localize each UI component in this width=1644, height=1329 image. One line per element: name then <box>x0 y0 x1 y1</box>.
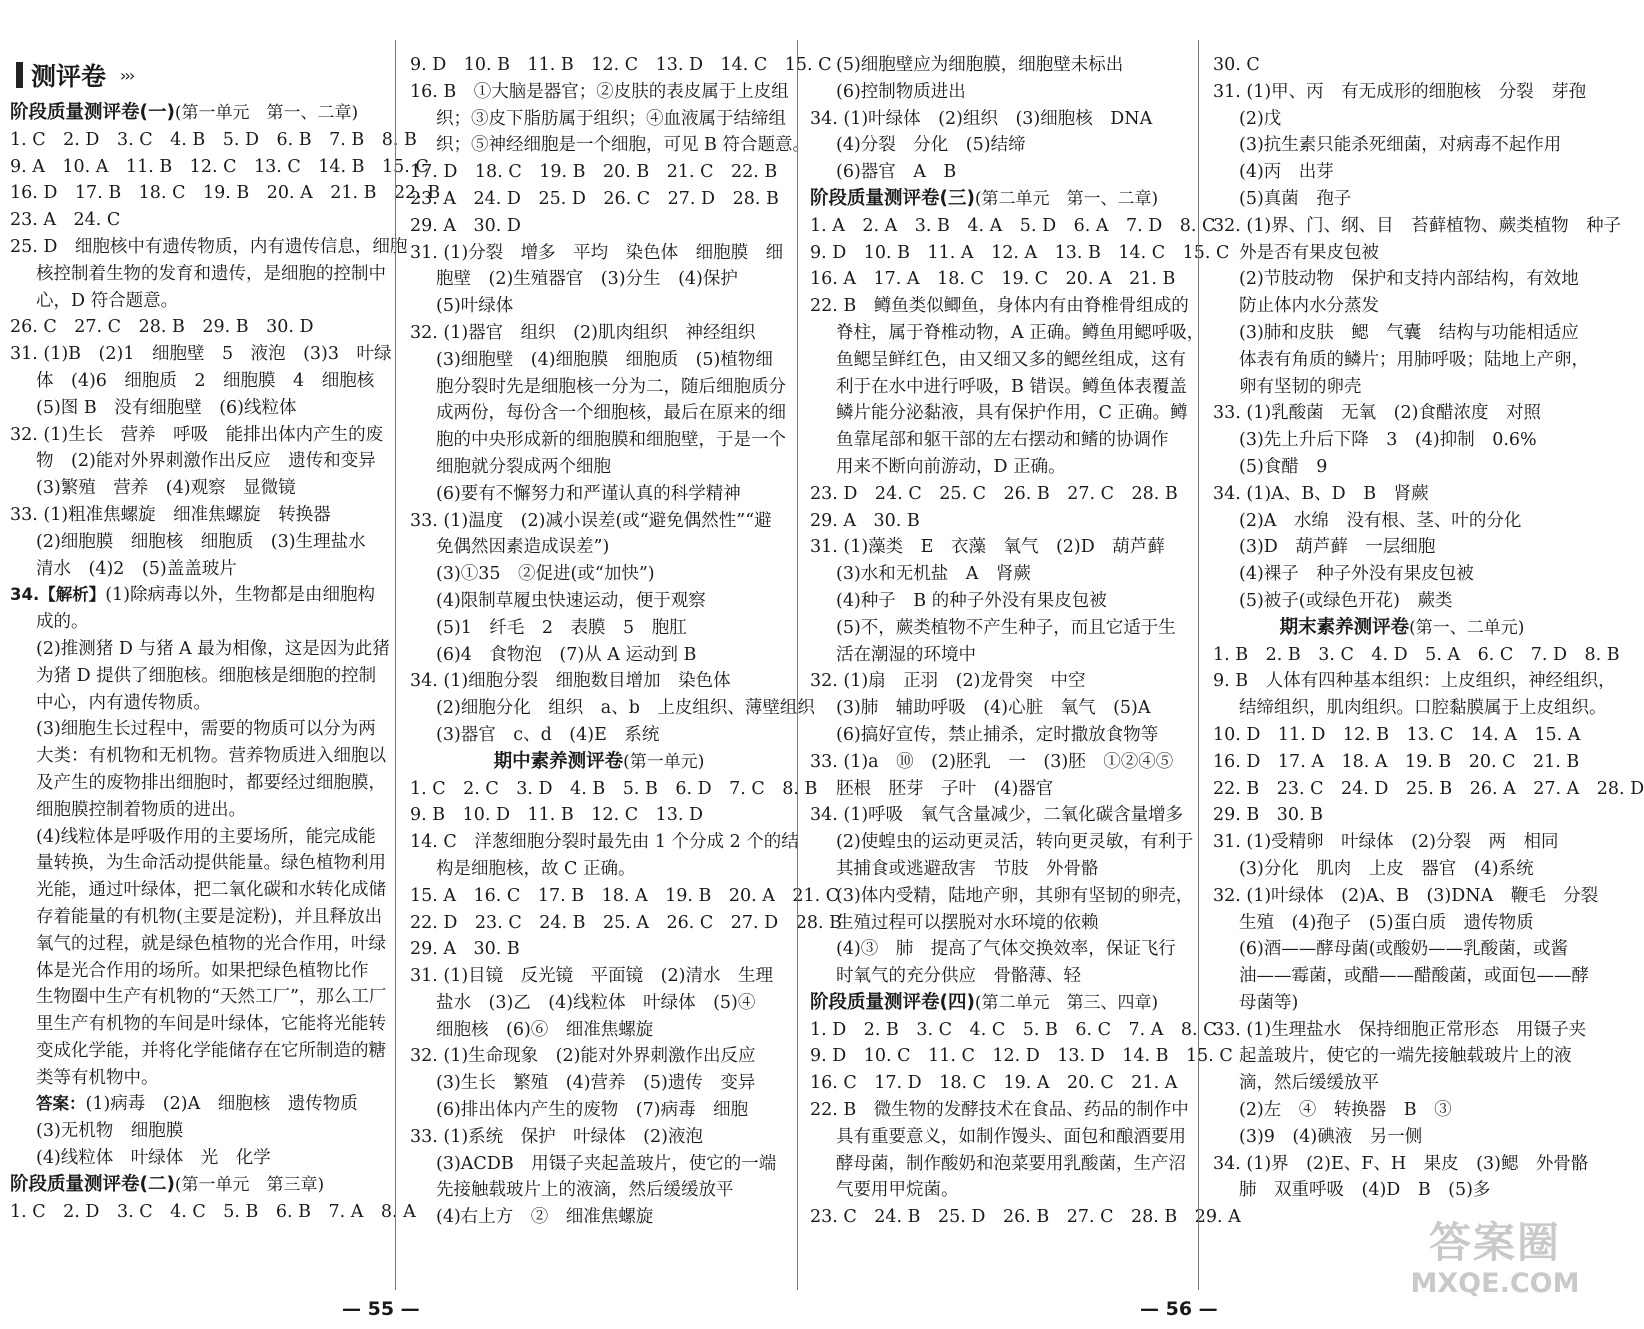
answer-line: (5)细胞壁应为细胞膜，细胞壁未标出 <box>836 55 1124 75</box>
answer-line: 时氧气的充分供应 骨骼薄、轻 <box>836 966 1081 987</box>
answer-line: 物 (2)能对外界刺激作出反应 遗传和变异 <box>36 451 376 472</box>
answer-line: 成的。 <box>36 612 89 633</box>
section-header <box>16 58 133 92</box>
answer-line: 33. (1)乳酸菌 无氧 (2)食醋浓度 对照 <box>1213 403 1541 424</box>
section-heading-title: 阶段质量测评卷(四) <box>810 991 975 1013</box>
answer-line: 23. A 24. C <box>10 210 121 231</box>
answer-line: 17. D 18. C 19. B 20. B 21. C 22. B <box>410 162 778 183</box>
answer-line: (3)繁殖 营养 (4)观察 显微镜 <box>36 478 296 499</box>
answer-line: (2)节肢动物 保护和支持内部结构，有效地 <box>1239 269 1579 290</box>
answer-line: 33. (1)温度 (2)减小误差(或“避免偶然性”“避 <box>410 510 772 531</box>
column-divider <box>395 40 396 1290</box>
answer-line: (3)①35 ②促进(或“加快”) <box>436 564 655 585</box>
answer-line: 光能，通过叶绿体，把二氧化碳和水转化成储 <box>36 880 386 901</box>
answer-line: 油——霉菌，或醋——醋酸菌，或面包——酵 <box>1239 966 1589 987</box>
answer-line: (2)戊 <box>1239 108 1282 129</box>
column-4 <box>1213 52 1644 1204</box>
answer-line: 1. D 2. B 3. C 4. C 5. B 6. C 7. A 8. C <box>810 1019 1217 1040</box>
answer-line: (3)肺 辅助呼吸 (4)心脏 氧气 (5)A <box>836 698 1151 719</box>
answer-line: 31. (1)目镜 反光镜 平面镜 (2)清水 生理 <box>410 966 773 987</box>
answer-line: 细胞就分裂成两个细胞 <box>436 456 611 477</box>
answer-line: 31. (1)B (2)1 细胞壁 5 液泡 (3)3 叶绿 <box>10 344 392 365</box>
answer-line: (4)③ 肺 提高了气体交换效率，保证飞行 <box>836 939 1176 960</box>
section-heading-scope: (第二单元 第三、四章) <box>974 992 1159 1013</box>
answer-line: (6)控制物质进出 <box>836 81 966 102</box>
answer-line: (3)D 葫芦藓 一层细胞 <box>1239 537 1436 558</box>
section-heading <box>10 1172 388 1199</box>
column-divider <box>1198 40 1199 1290</box>
answer-line: 1. B 2. B 3. C 4. D 5. A 6. C 7. D 8. B <box>1213 644 1620 665</box>
answer-line: 活在潮湿的环境中 <box>836 644 976 665</box>
answer-line: (5)图 B 没有细胞壁 (6)线粒体 <box>36 397 297 418</box>
answer-line: 23. D 24. C 25. C 26. B 27. C 28. B <box>810 483 1178 504</box>
answer-line: (6)4 食物泡 (7)从 A 运动到 B <box>436 644 697 665</box>
answer-line: 具有重要意义，如制作馒头、面包和酿酒要用 <box>836 1126 1186 1147</box>
answer-label: 答案： <box>36 1094 86 1114</box>
answer-line: (5)真菌 孢子 <box>1239 188 1352 209</box>
answer-line: 29. A 30. B <box>410 939 520 960</box>
watermark-site-text: MXQE.COM <box>1410 1268 1580 1299</box>
answer-line: 31. (1)甲、丙 有无成形的细胞核 分裂 芽孢 <box>1213 81 1587 102</box>
answer-line: 29. A 30. B <box>810 510 920 531</box>
answer-line: 气要用甲烷菌。 <box>836 1180 959 1201</box>
answer-line: (4)种子 B 的种子外没有果皮包被 <box>836 590 1107 611</box>
answer-line: (3)分化 肌肉 上皮 器官 (4)系统 <box>1239 858 1534 879</box>
answer-line: 1. C 2. D 3. C 4. C 5. B 6. B 7. A 8. A <box>10 1201 416 1222</box>
answer-line: 29. A 30. D <box>410 215 521 236</box>
answer-line: 其捕食或逃避敌害 节肢 外骨骼 <box>836 858 1099 879</box>
answer-line: 胚根 胚芽 子叶 (4)器官 <box>836 778 1054 799</box>
answer-line: 鳞片能分泌黏液，具有保护作用，C 正确。鳟 <box>836 403 1188 424</box>
answer-label: 34.【解析】 <box>10 585 106 605</box>
answer-line: 鱼鳃呈鲜红色，由又细又多的鳃丝组成，这有 <box>836 349 1186 370</box>
answer-line: 22. D 23. C 24. B 25. A 26. C 27. D 28. B <box>410 912 842 933</box>
answer-line: 9. B 10. D 11. B 12. C 13. D <box>410 805 704 826</box>
answer-line: 生殖过程可以摆脱对水环境的依赖 <box>836 912 1099 933</box>
answer-line: 变成化学能，并将化学能储存在它所制造的糖 <box>36 1040 386 1061</box>
answer-line: (4)线粒体是呼吸作用的主要场所，能完成能 <box>36 826 376 847</box>
answer-line: 用来不断向前游动，D 正确。 <box>836 456 1066 477</box>
answer-line: 利于在水中进行呼吸，B 错误。鳟鱼体表覆盖 <box>836 376 1187 397</box>
answer-line: (2)A 水绵 没有根、茎、叶的分化 <box>1239 510 1522 531</box>
page-number-right: — 56 — <box>1140 1298 1218 1320</box>
answer-line: 34. (1)A、B、D B 肾蕨 <box>1213 483 1429 504</box>
section-heading-scope: (第一单元 第三章) <box>174 1174 325 1195</box>
watermark-logo <box>1395 1218 1595 1322</box>
answer-line: 胞分裂时先是细胞核一分为二，随后细胞质分 <box>436 376 786 397</box>
answer-line: 32. (1)生命现象 (2)能对外界刺激作出反应 <box>410 1046 756 1067</box>
answer-line: 先接触载玻片上的液滴，然后缓缓放平 <box>436 1180 734 1201</box>
answer-line: (5)不，蕨类植物不产生种子，而且它适于生 <box>836 617 1176 638</box>
answer-line: 34. (1)界 (2)E、F、H 果皮 (3)鳃 外骨骼 <box>1213 1153 1589 1174</box>
answer-line: 织；③皮下脂肪属于组织；④血液属于结缔组 <box>436 108 786 129</box>
answer-line: (6)搞好宣传，禁止捕杀，定时撒放食物等 <box>836 724 1159 745</box>
answer-line: 33. (1)生理盐水 保持细胞正常形态 用镊子夹 <box>1213 1019 1587 1040</box>
section-heading-title: 阶段质量测评卷(一) <box>10 102 175 123</box>
answer-line: (4)右上方 ② 细准焦螺旋 <box>436 1207 654 1228</box>
answer-line: 大类：有机物和无机物。营养物质进入细胞以 <box>36 746 386 767</box>
answer-line: 32. (1)生长 营养 呼吸 能排出体内产生的废 <box>10 424 384 445</box>
answer-line: 15. A 16. C 17. B 18. A 19. B 20. A 21. C <box>410 885 840 906</box>
answer-line: (2)推测猪 D 与猪 A 最为相像，这是因为此猪 <box>36 638 390 659</box>
answer-line: (3)细胞生长过程中，需要的物质可以分为两 <box>36 719 376 740</box>
answer-line: 32. (1)界、门、纲、目 苔藓植物、蕨类植物 种子 <box>1213 215 1622 236</box>
answer-line: 生物圈中生产有机物的“天然工厂”，那么工厂 <box>36 987 387 1008</box>
answer-line: 31. (1)受精卵 叶绿体 (2)分裂 两 相同 <box>1213 832 1559 853</box>
answer-line: 织；⑤神经细胞是一个细胞，可见 B 符合题意。 <box>436 135 810 156</box>
answer-line: (4)裸子 种子外没有果皮包被 <box>1239 564 1474 585</box>
answer-line: (3)生长 繁殖 (4)营养 (5)遗传 变异 <box>436 1073 756 1094</box>
answer-line: 9. B 人体有四种基本组织：上皮组织，神经组织， <box>1213 671 1616 692</box>
answer-line: (5)食醋 9 <box>1239 456 1328 477</box>
answer-line: 脊柱，属于脊椎动物，A 正确。鳟鱼用鳃呼吸， <box>836 322 1205 343</box>
answer-text: (1)病毒 (2)A 细胞核 遗传物质 <box>85 1094 358 1115</box>
answer-line: 母菌等) <box>1239 992 1299 1013</box>
answer-line: (3)细胞壁 (4)细胞膜 细胞质 (5)植物细 <box>436 349 773 370</box>
column-divider <box>797 40 798 1290</box>
answer-line: 31. (1)藻类 E 衣藻 氧气 (2)D 葫芦藓 <box>810 537 1165 558</box>
answer-line: (3)肺和皮肤 鳃 气囊 结构与功能相适应 <box>1239 322 1579 343</box>
page-number-left: — 55 — <box>342 1298 420 1320</box>
answer-line: 32. (1)器官 组织 (2)肌肉组织 神经组织 <box>410 322 756 343</box>
answer-line: 33. (1)粗准焦螺旋 细准焦螺旋 转换器 <box>10 504 331 525</box>
answer-line: (2)左 ④ 转换器 B ③ <box>1239 1100 1452 1121</box>
answer-line: (4)丙 出芽 <box>1239 162 1334 183</box>
answer-line: 1. A 2. A 3. B 4. A 5. D 6. A 7. D 8. C <box>810 215 1216 236</box>
answer-line <box>10 1091 388 1118</box>
answer-line: 9. D 10. C 11. C 12. D 13. D 14. B 15. C <box>810 1046 1233 1067</box>
answer-line: (3)抗生素只能杀死细菌，对病毒不起作用 <box>1239 135 1562 156</box>
answer-line: 免偶然因素造成误差”) <box>436 537 610 558</box>
answer-line: 胞壁 (2)生殖器官 (3)分生 (4)保护 <box>436 269 738 290</box>
section-heading <box>810 186 1188 213</box>
answer-line <box>10 582 388 609</box>
section-title: 测评卷 <box>31 62 107 91</box>
section-heading <box>410 749 788 776</box>
watermark-logo-text: 答案圈 <box>1428 1218 1561 1267</box>
answer-line: (4)线粒体 叶绿体 光 化学 <box>36 1148 271 1169</box>
answer-line: 29. B 30. B <box>1213 805 1324 826</box>
answer-line: 量转换，为生命活动提供能量。绿色植物利用 <box>36 853 386 874</box>
answer-line: 为猪 D 提供了细胞核。细胞核是细胞的控制 <box>36 665 377 686</box>
answer-line: 里生产有机物的车间是叶绿体，它能将光能转 <box>36 1014 386 1035</box>
answer-line: 22. B 23. C 24. D 25. B 26. A 27. A 28. D <box>1213 778 1644 799</box>
section-heading <box>1213 615 1591 642</box>
column-1 <box>10 100 441 1225</box>
answer-line: 25. D 细胞核中有遗传物质，内有遗传信息，细胞 <box>10 236 408 257</box>
answer-line: 卵有坚韧的卵壳 <box>1239 376 1362 397</box>
answer-line: 胞的中央形成新的细胞膜和细胞壁，于是一个 <box>436 430 786 451</box>
answer-line: (3)体内受精，陆地产卵，其卵有坚韧的卵壳， <box>836 885 1194 906</box>
answer-line: (6)要有不懈努力和严谨认真的科学精神 <box>436 483 741 504</box>
column-2 <box>410 52 842 1231</box>
section-heading-title: 阶段质量测评卷(二) <box>10 1173 175 1195</box>
answer-line: 23. A 24. D 25. D 26. C 27. D 28. B <box>410 188 779 209</box>
answer-line: 体 (4)6 细胞质 2 细胞膜 4 细胞核 <box>36 370 375 391</box>
answer-line: 9. A 10. A 11. B 12. C 13. C 14. B 15. C <box>10 156 429 177</box>
answer-line: 盐水 (3)乙 (4)线粒体 叶绿体 (5)④ <box>436 992 756 1013</box>
section-heading-title: 阶段质量测评卷(三) <box>810 187 975 209</box>
answer-line: 31. (1)分裂 增多 平均 染色体 细胞膜 细 <box>410 242 784 263</box>
answer-line: 9. D 10. B 11. A 12. A 13. B 14. C 15. C <box>810 242 1230 263</box>
section-heading-scope: (第一单元) <box>623 751 705 772</box>
answer-line: 防止体内水分蒸发 <box>1239 296 1379 317</box>
answer-line: 33. (1)a ⑩ (2)胚乳 一 (3)胚 ①②④⑤ <box>810 751 1174 772</box>
section-heading-title: 期末素养测评卷 <box>1279 616 1410 638</box>
answer-line: 起盖玻片，使它的一端先接触载玻片上的液 <box>1239 1046 1572 1067</box>
answer-line: 类等有机物中。 <box>36 1067 159 1088</box>
answer-line: 构是细胞核，故 C 正确。 <box>436 858 636 879</box>
answer-line: 鱼靠尾部和躯干部的左右摆动和鳍的协调作 <box>836 430 1169 451</box>
answer-line: 32. (1)叶绿体 (2)A、B (3)DNA 鞭毛 分裂 <box>1213 885 1599 906</box>
answer-line: (6)器官 A B <box>836 162 957 183</box>
answer-line: 16. D 17. B 18. C 19. B 20. A 21. B 22. B <box>10 183 441 204</box>
answer-line: 23. C 24. B 25. D 26. B 27. C 28. B 29. A <box>810 1207 1241 1228</box>
answer-line: 10. D 11. D 12. B 13. C 14. A 15. A <box>1213 724 1581 745</box>
answer-line: 1. C 2. C 3. D 4. B 5. B 6. D 7. C 8. B <box>410 778 818 799</box>
answer-line: 34. (1)呼吸 氧气含量减少，二氧化碳含量增多 <box>810 805 1184 826</box>
answer-line: 酵母菌，制作酸奶和泡菜要用乳酸菌，生产沼 <box>836 1153 1186 1174</box>
section-heading-scope: (第二单元 第一、二章) <box>974 188 1159 209</box>
answer-line: (3)9 (4)碘液 另一侧 <box>1239 1126 1423 1147</box>
answer-line: (3)ACDB 用镊子夹起盖玻片，使它的一端 <box>436 1153 777 1174</box>
answer-line: 及产生的废物排出细胞时，都要经过细胞膜， <box>36 772 386 793</box>
answer-line: 26. C 27. C 28. B 29. B 30. D <box>10 317 314 338</box>
answer-line: 30. C <box>1213 55 1260 75</box>
answer-line: 34. (1)细胞分裂 细胞数目增加 染色体 <box>410 671 731 692</box>
answer-line: 结缔组织，肌肉组织。口腔黏膜属于上皮组织。 <box>1239 698 1607 719</box>
answer-line: 成两份，每份含一个细胞核，最后在原来的细 <box>436 403 786 424</box>
answer-line: 1. C 2. D 3. C 4. B 5. D 6. B 7. B 8. B <box>10 129 417 150</box>
answer-line: (5)叶绿体 <box>436 296 514 317</box>
answer-line: 体是光合作用的场所。如果把绿色植物比作 <box>36 960 369 981</box>
answer-line: (3)无机物 细胞膜 <box>36 1121 184 1142</box>
answer-line: 清水 (4)2 (5)盖盖玻片 <box>36 558 237 579</box>
answer-text: (1)除病毒以外，生物都是由细胞构 <box>105 585 376 606</box>
section-heading <box>10 100 388 127</box>
answer-line: (6)酒——酵母菌(或酸奶——乳酸菌，或酱 <box>1239 939 1569 960</box>
answer-line: 中心，内有遗传物质。 <box>36 692 211 713</box>
answer-line: 氧气的过程，就是绿色植物的光合作用，叶绿 <box>36 933 386 954</box>
answer-line: (2)细胞分化 组织 a、b 上皮组织、薄壁组织 <box>436 698 815 719</box>
answer-line: 细胞核 (6)⑥ 细准焦螺旋 <box>436 1019 654 1040</box>
section-heading-scope: (第一、二单元) <box>1409 617 1525 638</box>
answer-line: 外是否有果皮包被 <box>1239 242 1379 263</box>
section-heading-title: 期中素养测评卷 <box>493 750 624 772</box>
answer-line: 细胞膜控制着物质的进出。 <box>36 799 246 820</box>
section-marker-bar <box>16 62 23 88</box>
answer-line: (3)先上升后下降 3 (4)抑制 0.6% <box>1239 430 1537 451</box>
answer-line: 体表有角质的鳞片；用肺呼吸；陆地上产卵， <box>1239 349 1589 370</box>
section-arrows-icon: ››› <box>120 65 134 85</box>
answer-line: 16. D 17. A 18. A 19. B 20. C 21. B <box>1213 751 1580 772</box>
answer-line: (4)限制草履虫快速运动，便于观察 <box>436 590 706 611</box>
answer-line: (3)器官 c、d (4)E 系统 <box>436 724 660 745</box>
answer-line: (5)1 纤毛 2 表膜 5 胞肛 <box>436 617 687 638</box>
answer-line: 16. C 17. D 18. C 19. A 20. C 21. A <box>810 1073 1178 1094</box>
answer-line: (6)排出体内产生的废物 (7)病毒 细胞 <box>436 1100 749 1121</box>
answer-line: 滴，然后缓缓放平 <box>1239 1073 1379 1094</box>
section-heading <box>810 990 1188 1017</box>
answer-line: 生殖 (4)孢子 (5)蛋白质 遗传物质 <box>1239 912 1534 933</box>
answer-line: 34. (1)叶绿体 (2)组织 (3)细胞核 DNA <box>810 108 1153 129</box>
answer-line: (4)分裂 分化 (5)结缔 <box>836 135 1026 156</box>
answer-line: 心，D 符合题意。 <box>36 290 179 311</box>
answer-line: 9. D 10. B 11. B 12. C 13. D 14. C 15. C <box>410 55 832 75</box>
answer-line: 肺 双重呼吸 (4)D B (5)多 <box>1239 1180 1491 1201</box>
answer-line: 16. A 17. A 18. C 19. C 20. A 21. B <box>810 269 1176 290</box>
answer-line: (2)使蝗虫的运动更灵活，转向更灵敏，有利于 <box>836 832 1194 853</box>
answer-line: 33. (1)系统 保护 叶绿体 (2)液泡 <box>410 1126 703 1147</box>
answer-line: (5)被子(或绿色开花) 蕨类 <box>1239 590 1453 611</box>
answer-line: 22. B 微生物的发酵技术在食品、药品的制作中 <box>810 1100 1189 1121</box>
section-heading-scope: (第一单元 第一、二章) <box>174 103 359 123</box>
answer-line: 存着能量的有机物(主要是淀粉)，并且释放出 <box>36 906 383 927</box>
answer-line: 22. B 鳟鱼类似鲫鱼，身体内有由脊椎骨组成的 <box>810 296 1189 317</box>
answer-line: 14. C 洋葱细胞分裂时最先由 1 个分成 2 个的结 <box>410 832 799 853</box>
answer-line: (2)细胞膜 细胞核 细胞质 (3)生理盐水 <box>36 531 366 552</box>
answer-line: 16. B ①大脑是器官；②皮肤的表皮属于上皮组 <box>410 81 789 102</box>
answer-line: 32. (1)扇 正羽 (2)龙骨突 中空 <box>810 671 1086 692</box>
answer-line: 核控制着生物的发育和遗传，是细胞的控制中 <box>36 263 386 284</box>
answer-line: (3)水和无机盐 A 肾蕨 <box>836 564 1031 585</box>
